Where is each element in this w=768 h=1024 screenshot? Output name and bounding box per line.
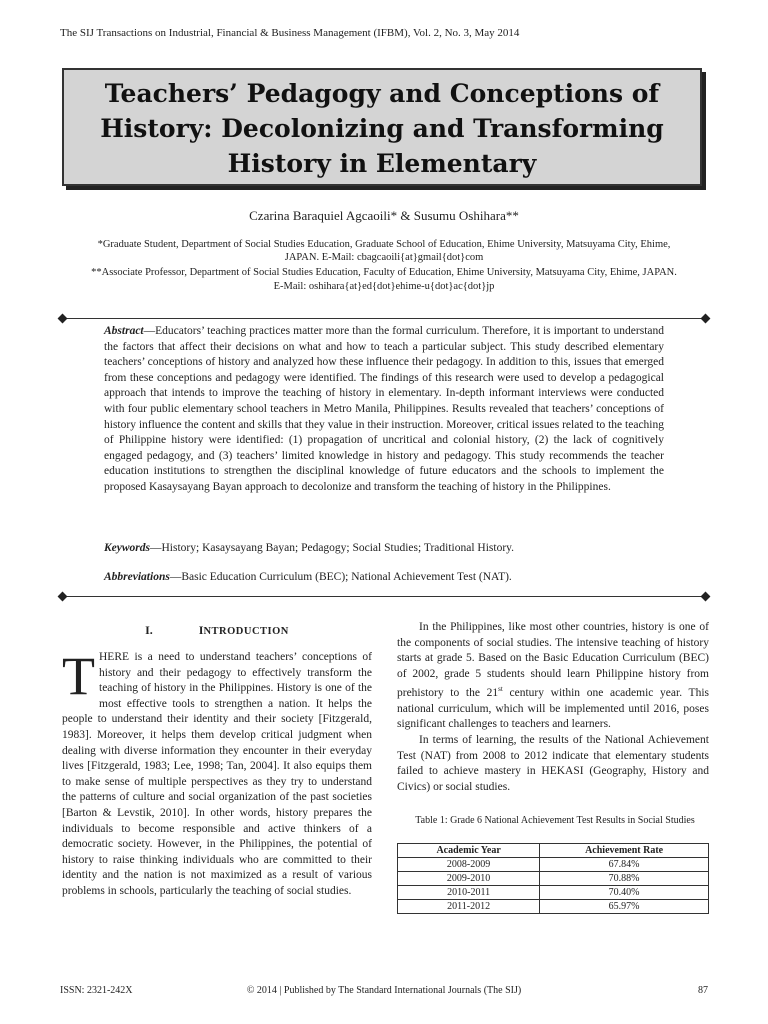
footer-issn: ISSN: 2321-242X: [60, 985, 133, 996]
footer-publisher: © 2014 | Published by The Standard International Journals (The SIJ): [246, 985, 522, 996]
right-p1-text-end: century within one academic year. This national curriculum, which will be implemented until 2016, poses significant challenges to teachers and learners.: [397, 687, 709, 731]
right-p1-text: In the Philippines, like most other countries, history is one of the components of social studies. The intensive teaching of history starts at grade 5. Based on the Basic Education Curriculum (BEC) of 2002, grade 5 students should learn Philippine history from prehistory to the 21: [397, 621, 709, 700]
section-heading: [62, 623, 372, 638]
footer-page-number: 87: [698, 985, 708, 996]
abbreviations-label: Abbreviations: [104, 571, 170, 583]
authors: Czarina Baraquiel Agcaoili* & Susumu Oshihara**: [249, 208, 519, 223]
rate-cell: 67.84%: [540, 858, 709, 872]
abstract: [104, 324, 664, 496]
affiliation-2: **Associate Professor, Department of Social Studies Education, Faculty of Education, Ehime University, Matsuyama City, Ehime, JAPAN.: [91, 267, 677, 278]
rate-cell: 65.97%: [540, 900, 709, 914]
section-number: I.: [145, 623, 153, 637]
table-caption: Table 1: Grade 6 National Achievement Test Results in Social Studies: [415, 815, 695, 826]
intro-column: [62, 646, 372, 900]
affiliation-1-email: JAPAN. E-Mail: cbagcaoili{at}gmail{dot}com: [284, 252, 484, 263]
table-header-row: [398, 844, 709, 858]
journal-header: The SIJ Transactions on Industrial, Financial & Business Management (IFBM), Vol. 2, No. 3, May 2014: [60, 27, 520, 39]
year-cell: 2008-2009: [398, 858, 540, 872]
divider-diamond-right: [701, 314, 711, 324]
keywords-text: —History; Kasaysayang Bayan; Pedagogy; Social Studies; Traditional History.: [150, 542, 515, 554]
title-line-2: History: Decolonizing and Transforming: [100, 114, 664, 143]
keywords: [104, 541, 664, 556]
results-table: [397, 843, 709, 914]
rate-cell: 70.88%: [540, 872, 709, 886]
table-row: [398, 872, 709, 886]
title-line-3: History in Elementary: [227, 149, 537, 178]
table-row: [398, 858, 709, 872]
header-achievement-rate: Achievement Rate: [540, 844, 709, 858]
intro-text: is a need to understand teachers’ conceptions of history and their pedagogy to effectively transform the teaching of history in the Philippines. History is one of the most effective tools to strengthen a nation. It helps the people to understand their identity and their society [Fitzgerald, 1983]. Moreover, it helps them develop critical judgment when dealing with diverse information they encounter in their everyday lives [Fitzgerald, 1983; Lee, 1998; Tan, 2004]. It also equips them to make sense of multiple perspectives as they try to understand the patterns of culture and social organization of the past societies [Barton & Levstik, 2010]. In other words, history prepares the individuals to become responsible and active thinkers of a democratic society. However, in the Philippines, the potential of history to raise thinking individuals who are committed to their identity and the nation is not maximized as a result of various problems in schools, particularly the teaching of social studies.: [62, 651, 372, 897]
divider-diamond-left: [58, 314, 68, 324]
right-paragraph-2: In terms of learning, the results of the National Achievement Test (NAT) from 2008 to 2012 indicate that elementary students failed to achieve mastery in HEKASI (Geography, History and Civics) or social studies.: [397, 733, 709, 793]
rate-cell: 70.40%: [540, 886, 709, 900]
superscript-st: st: [498, 685, 503, 694]
right-column: [397, 620, 709, 795]
right-paragraph-1: [397, 620, 709, 733]
abstract-text: —Educators’ teaching practices matter more than the formal curriculum. Therefore, it is important to understand the factors that affect their decisions on what and how to teach a particular subject. This study described elementary teachers’ conceptions of history and analyzed how these influence their pedagogy. In addition to this, issues that emerged from these conceptions and pedagogy were identified. The findings of this research were used to develop a pedagogical approach that intends to improve the teaching of history in elementary. In-depth informant interviews were conducted with four public elementary school teachers in Metro Manila, Philippines. Results revealed that teachers’ conceptions of history influence the content and skills that they value in their instruction. Moreover, critical issues related to the teaching of Philippine history were identified: (1) propagation of uncritical and colonial history, (2) the lack of cognitively engaged pedagogy, and (3) teachers’ limited knowledge in history and pedagogy. This study recommends the teacher education institutions to strengthen the disciplinal knowledge of future educators and the schools to implement the proposed Kasaysayang Bayan approach to decolonize and transform the teaching of history in the Philippines.: [104, 325, 664, 493]
table-row: [398, 886, 709, 900]
divider-diamond-left: [58, 592, 68, 602]
year-cell: 2011-2012: [398, 900, 540, 914]
abbreviations-text: —Basic Education Curriculum (BEC); National Achievement Test (NAT).: [169, 571, 512, 583]
intro-first-word: HERE: [99, 651, 130, 663]
paper-title: [64, 76, 700, 181]
section-title-rest: NTRODUCTION: [203, 626, 289, 637]
affiliation-1: *Graduate Student, Department of Social Studies Education, Graduate School of Education, Ehime University, Matsuyama City, Ehime,: [97, 239, 671, 250]
section-title-initial: I: [198, 623, 204, 637]
divider-diamond-right: [701, 592, 711, 602]
top-divider: [62, 318, 706, 319]
year-cell: 2009-2010: [398, 872, 540, 886]
keywords-label: Keywords: [104, 542, 150, 554]
abstract-label: Abstract: [104, 325, 144, 337]
year-cell: 2010-2011: [398, 886, 540, 900]
header-academic-year: Academic Year: [398, 844, 540, 858]
affiliation-2-email: E-Mail: oshihara{at}ed{dot}ehime-u{dot}ac{dot}jp: [273, 281, 495, 292]
abbreviations: [104, 570, 664, 585]
drop-cap: T: [62, 646, 95, 706]
table-row: [398, 900, 709, 914]
title-box: [62, 68, 702, 186]
bottom-divider: [62, 596, 706, 597]
title-line-1: Teachers’ Pedagogy and Conceptions of: [104, 79, 660, 108]
